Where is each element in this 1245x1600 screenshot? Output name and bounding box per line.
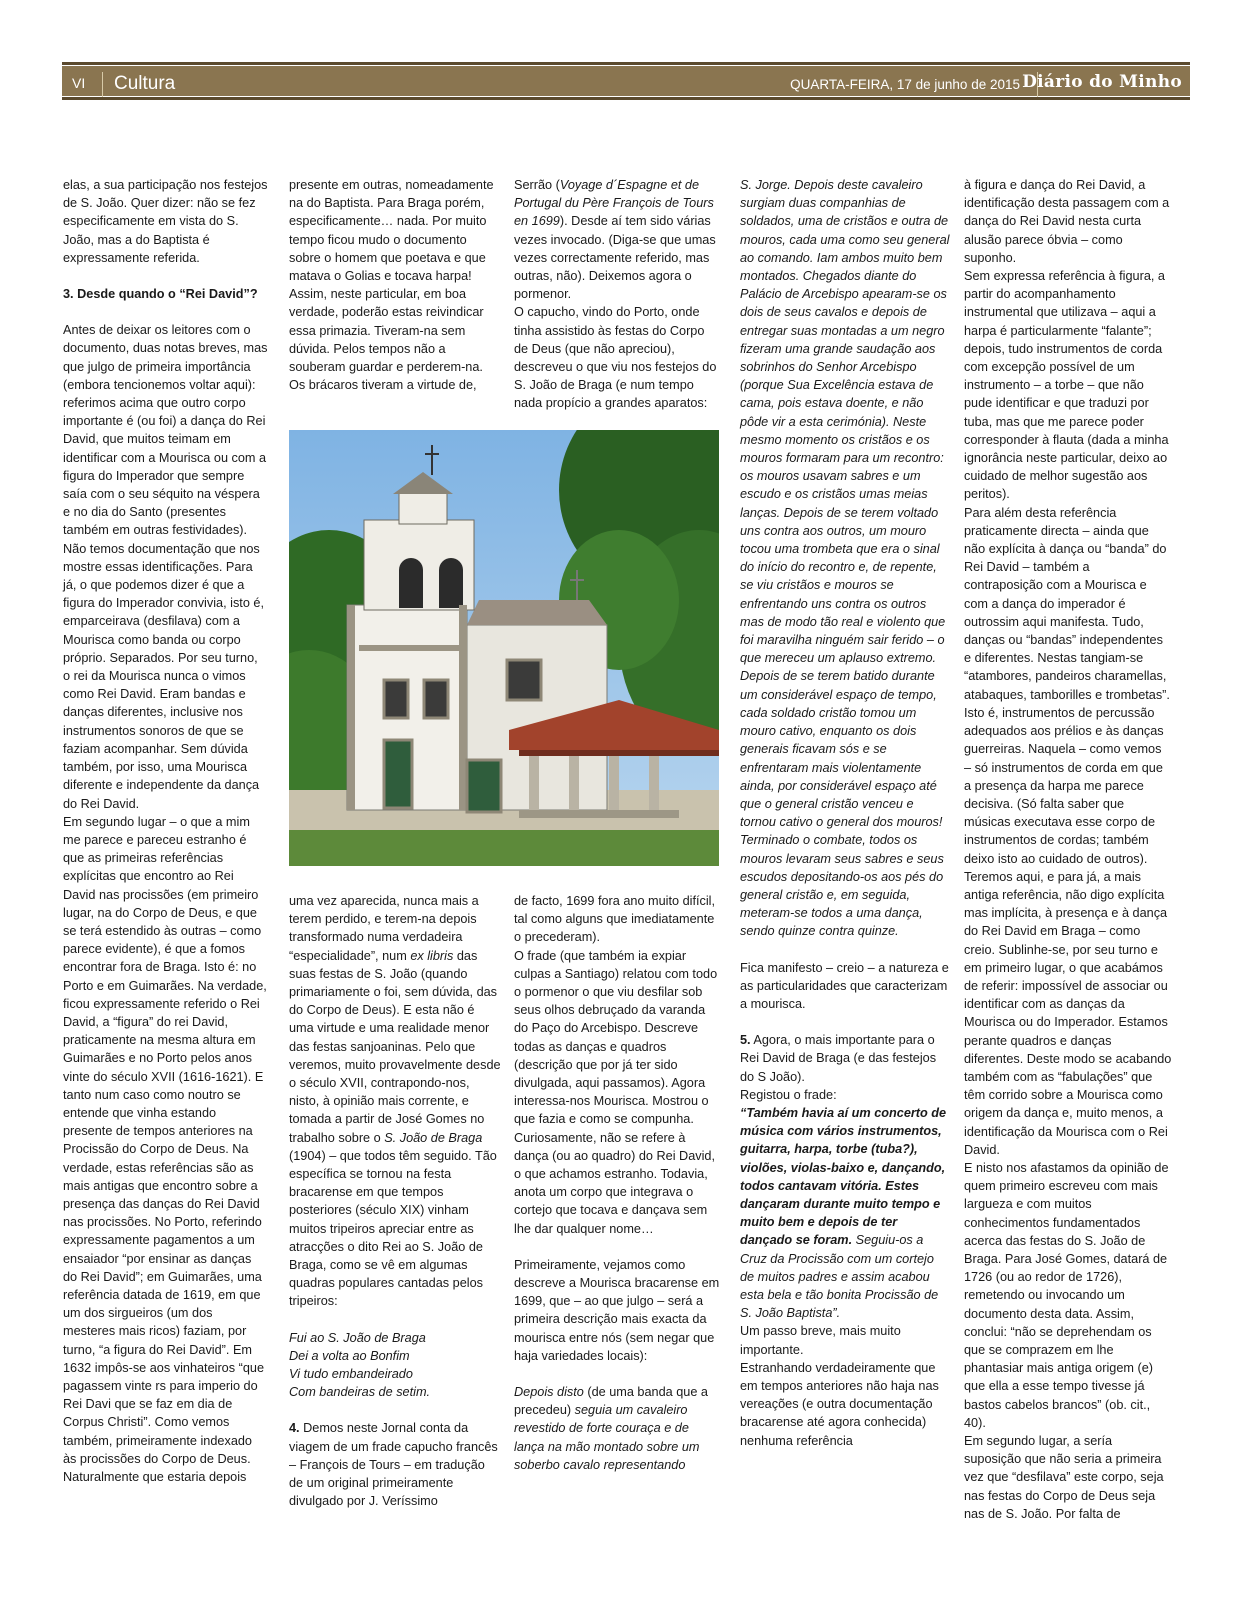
paragraph: Em segundo lugar, a sería suposição que não seria a primeira vez que “desfilava” este corpo, seja nas festas do Corpo de Deus seja nas de S. João. Por falta de	[964, 1434, 1164, 1521]
paragraph: Serrão (Voyage d´Espagne et de Portugal du Père François de Tours en 1699). Desde aí tem sido várias vezes invocado. (Diga-se que umas vezes correctamente referido, mas outras, não). Deixemos agora o pormenor.	[514, 178, 716, 302]
paragraph: 4. Demos neste Jornal conta da viagem de um frade capucho francês – François de Tours – em tradução de um original primeiramente divulgado por J. Veríssimo	[289, 1421, 498, 1509]
quote-paragraph: S. Jorge. Depois deste cavaleiro surgiam duas companhias de soldados, uma de cristãos e outra de mouros, cada uma como seu general ao comando. Iam ambos muito bem montados. Chegados diante do Palácio de Arcebispo apearam-se os dois de seus cavalos e depois de entregar suas montadas a um negro fizeram uma grande saudação aos sobrinhos do Senhor Arcebispo (porque Sua Excelência estava de cama, pois estava doente, e não pôde vir a esta cerimónia). Neste mesmo momento os cristãos e os mouros formaram para um recontro: os mouros usavam sabres e um escudo e os cristãos umas meias lanças. Depois de se terem voltado uns contra aos outros, um mouro tocou uma trombeta que era o sinal do início do recontro e, de repente, se viu cristãos e mouros se enfrentando uns contra os outros mas de modo tão real e violento que foi maravilha ninguém sair ferido – o que mereceu um aplauso extremo. Depois de se terem batido durante um considerável espaço de tempo, cada soldado cristão tomou um mouro cativo, enquanto os dois generais ficavam sós e se enfrentaram mais violentamente ainda, por considerável espaço até que o general cristão venceu e tornou cativo o general dos mouros! Terminado o combate, todos os mouros levaram seus sabres e seus escudos depositando-os aos pés do general cristão e, em seguida, meteram-se todos a uma dança, sendo quinze contra quinze.	[740, 178, 950, 939]
paragraph: Para além desta referência praticamente directa – ainda que não explícita à dança ou “banda” do Rei David – também a contraposição com a Mourisca e com a dança do imperador é outrossim aqui manifesta. Tudo, danças ou “bandas” independentes e diferentes. Nestas tangiam-se “atambores, pandeiros charamellas, atabaques, tamborilles e trombetas”. Isto é, instrumentos de percussão adequados aos prélios e às danças guerreiras. Naquela – como vemos – só instrumentos de corda em que a presença da harpa me parece decisiva. (Só falta saber que músicas executava esse corpo de instrumentos de cordas; também deixo isto ao cuidado de outros).	[964, 505, 1170, 866]
section-number-4: 4.	[289, 1421, 300, 1436]
paragraph: Fica manifesto – creio – a natureza e as particularidades que caracterizam a mourisca.	[740, 960, 949, 1011]
newspaper-logo: Diário do Minho	[1022, 72, 1182, 92]
paragraph: Não temos documentação que nos mostre essas identificações. Para já, o que podemos dizer é que a figura do Imperador convivia, isto é, emparceirava (desfilava) com a Mourisca como banda ou corpo próprio. Separados. Por seu turno, o rei da Mourisca nunca o vimos como Rei David. Eram bandas e danças diferentes, inclusive nos instrumentos sonoros de que se faziam acompanhar. Sem dúvida também, por isso, uma Mourisca diferente e independente da dança do Rei David.	[63, 541, 264, 811]
paragraph: Assim, neste particular, em boa verdade, poderão estas reivindicar essa primazia. Tiveram-na sem dúvida. Pelos tempos não a souberam guardar e perderem-na. Os brácaros tiveram a virtude de,	[289, 287, 484, 393]
paragraph: O frade (que também ia expiar culpas a Santiago) relatou com todo o pormenor o que viu desfilar sob seus olhos debruçado da varanda do Paço do Arcebispo. Descreve todas as danças e quadros (descrição que por já ter sido divulgada, aqui passamos). Agora interessa-nos Mourisca. Mostrou o que fazia e como se compunha. Curiosamente, não se refere à dança (ou ao quadro) do Rei David, o que achamos estranho. Todavia, anota um corpo que integrava o cortejo que tocava e dançava sem lhe dar qualquer nome…	[514, 948, 718, 1236]
article-column-3-continued	[514, 892, 720, 1474]
article-column-1	[63, 176, 268, 1486]
paragraph: elas, a sua participação nos festejos de S. João. Quer dizer: não se fez especificamente em vista do S. João, mas a do Baptista é expressamente referida.	[63, 178, 268, 265]
paragraph: Antes de deixar os leitores com o documento, duas notas breves, mas que julgo de primeira importância (embora tencionemos voltar aqui): referimos acima que outro corpo importante é (ou foi) a dança do Rei David, que muitos teimam em identificar com a Mourisca ou com a figura do Imperador que sempre saía com o seu séquito na véspera e no dia do Santo (presentes também em outras festividades).	[63, 323, 268, 538]
header-band	[62, 66, 1190, 96]
paragraph: à figura e dança do Rei David, a identificação desta passagem com a dança do Rei David nesta curta alusão parece óbvia – como suponho.	[964, 178, 1170, 265]
page-header	[62, 62, 1190, 100]
paragraph: de facto, 1699 fora ano muito difícil, tal como alguns que imediatamente o precederam).	[514, 894, 716, 945]
paragraph: E nisto nos afastamos da opinião de quem primeiro escreveu com mais largueza e com muitos conhecimentos fundamentados acerca das festas do S. João de Braga. Para José Gomes, datará de 1726 (ou ao redor de 1726), remetendo ou invocando um documento desta data. Assim, conclui: “não se deprehendam os que se comprazem em lhe phantasiar mais antiga origem (e) que ella a esse tempo tivesse já bastos cabelos brancos” (ob. cit., 40).	[964, 1160, 1169, 1430]
paragraph: Primeiramente, vejamos como descreve a Mourisca bracarense em 1699, que – ao que julgo – será a primeira descrição mais exacta da mourisca entre nós (sem negar que haja variedades locais):	[514, 1257, 720, 1363]
church-photo	[289, 430, 719, 866]
paragraph: Teremos aqui, e para já, a mais antiga referência, não digo explícita mas implícita, à presença e à dança do Rei David em Braga – como creio. Sublinhe-se, por seu turno e em primeiro lugar, o que acabámos de referir: impossível de associar ou identificar com as danças da Mourisca ou do Imperador. Estamos perante quadros e danças diferentes. Deste modo se acabando também com as “fabulações” que têm corrido sobre a Mourisca como origem da dança e, muito menos, a identificação da Mourisca com o Rei David.	[964, 869, 1172, 1157]
article-column-3	[514, 176, 720, 413]
paragraph: Estranhando verdadeiramente que em tempos anteriores não haja nas vereações (e outra documentação bracarense até agora conhecida) nenhuma referência	[740, 1360, 939, 1448]
quote-paragraph: “Também havia aí um concerto de música com vários instrumentos, guitarra, harpa, torbe (tuba?), violões, violas-baixo e, dançando, todos cantavam vitória. Estes dançaram durante muito tempo e muito bem e depois de ter dançado se foram. Seguiu-os a Cruz da Procissão com um cortejo de muitos padres e assim acabou esta bela e tão bonita Procissão de S. João Baptista”.	[740, 1105, 947, 1321]
paragraph: Em segundo lugar – o que a mim me parece e pareceu estranho é que as primeiras referências explícitas que encontro ao Rei David nas procissões (em primeiro lugar, na do Corpo de Deus, e que se terá estendido às outras – como parece evidente), é que a fomos encontrar fora de Braga. Isto é: no Porto e em Guimarães. Na verdade, ficou expressamente referido o Rei David, a “figura” do rei David, praticamente na mesma altura em Guimarães e no Porto pelos anos vinte do século XVII (1616-1621). E tanto num caso como noutro se entende que vinha estando presente de tempos anteriores na Procissão do Corpo de Deus. Na verdade, estas referências são as mais antigas que encontro sobre a presença das danças do Rei David nas procissões. No Porto, referindo expressamente pagamentos a um ensaiador “por ensinar as danças do Rei David”; em Guimarães, uma referência datada de 1619, em que um dos sirgueiros (um dos mesteres mais ricos) faziam, por turno, “a figura do Rei David”. Em 1632 impôs-se aos vinhateiros “que pagassem vinte rs para imperio do Rei Davi que se faz em dia de Corpus Christi”. Como vemos também, primeiramente indexado às procissões do Corpo de Deus. Naturalmente que estaria depois	[63, 814, 267, 1485]
section-title: Cultura	[114, 73, 176, 94]
header-divider	[102, 72, 103, 98]
paragraph: O capucho, vindo do Porto, onde tinha assistido às festas do Corpo de Deus (que não apreciou), descreveu o que viu nos festejos do S. João de Braga (e num tempo nada propício a grandes aparatos:	[514, 305, 717, 411]
issue-date	[790, 77, 1020, 92]
paragraph: Um passo breve, mais muito importante.	[740, 1324, 901, 1357]
article-column-2-continued	[289, 892, 501, 1511]
header-bottom-rule	[62, 97, 1190, 100]
section-number-5: 5.	[740, 1033, 751, 1048]
article-column-2	[289, 176, 501, 394]
article-column-5	[964, 176, 1172, 1523]
header-top-rule	[62, 62, 1190, 65]
verse-line: Dei a volta ao Bonfim	[289, 1348, 410, 1363]
issue-day: 17 de junho de 2015	[896, 77, 1020, 92]
page-number: VI	[72, 75, 86, 91]
paragraph: Registou o frade:	[740, 1087, 837, 1102]
verse-line: Fui ao S. João de Braga	[289, 1330, 426, 1345]
paragraph: presente em outras, nomeadamente na do Baptista. Para Braga porém, especificamente… nada. Por muito tempo ficou mudo o documento sobre o homem que poetava e que matava o Golias e tocava harpa!	[289, 178, 494, 284]
paragraph: 5. Agora, o mais importante para o Rei David de Braga (e das festejos do S João).	[740, 1033, 937, 1084]
paragraph: Sem expressa referência à figura, a partir do acompanhamento instrumental que utilizava – aqui a harpa é particularmente “falante”; depois, tudo instrumentos de corda com excepção possível de um instrumento – a torbe – que não pude identificar e que traduzi por tuba, mas que me parece poder corresponder à flauta (dada a minha ignorância neste particular, deixo ao cuidado de melhor sugestão aos peritos).	[964, 269, 1169, 502]
issue-weekday: QUARTA-FEIRA,	[790, 77, 894, 92]
verse-line: Com bandeiras de setim.	[289, 1385, 431, 1400]
section-heading-3: 3. Desde quando o “Rei David”?	[63, 287, 258, 302]
paragraph: Depois disto (de uma banda que a precedeu) seguia um cavaleiro revestido de forte couraça e de lança na mão montado sobre um soberbo cavalo representando	[514, 1385, 708, 1472]
article-column-4	[740, 176, 950, 1450]
verse-line: Vi tudo embandeirado	[289, 1367, 413, 1382]
paragraph: uma vez aparecida, nunca mais a terem perdido, e terem-na depois transformado numa verdadeira “especialidade”, num ex libris das suas festas de S. João (quando primariamente o foi, sem dúvida, das do Corpo de Deus). E esta não é uma virtude e uma realidade menor das festas sanjoaninas. Pelo que veremos, muito provavelmente desde o século XVII, contrapondo-nos, nisto, à opinião mais corrente, e tomada a partir de José Gomes no trabalho sobre o S. João de Braga (1904) – que todos têm seguido. Tão específica se tornou na festa bracarense em que tempos posteriores (século XIX) vinham muitos tripeiros apreciar entre as atracções o dito Rei ao S. João de Braga, como se vê em algumas quadras populares cantadas pelos tripeiros:	[289, 894, 501, 1309]
